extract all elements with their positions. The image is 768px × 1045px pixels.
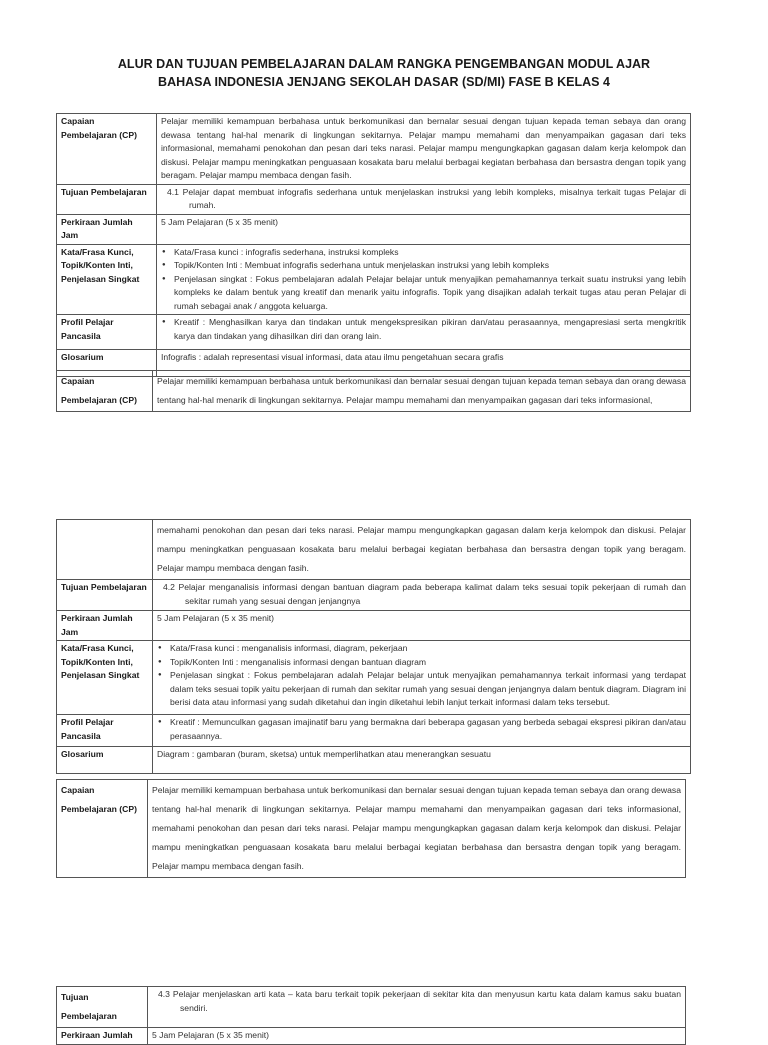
label-tp-line-1: Tujuan (61, 992, 89, 1002)
list-item: ● Kreatif : Menghasilkan karya dan tindakan untuk mengekspresikan pikiran dan/atau perasaannya, mengapresiasi serta mengkritik karya dan tindakan yang dihasilkan diri dan orang lain. (161, 316, 686, 343)
label-jam: Perkiraan Jumlah (57, 1028, 148, 1045)
list-item: ● Topik/Konten Inti : Membuat infografis sederhana untuk menjelaskan instruksi yang lebih kompleks (161, 259, 686, 273)
label-glos: Glosarium (57, 350, 157, 377)
value-jam: 5 Jam Pelajaran (5 x 35 menit) (148, 1028, 686, 1045)
value-jam: 5 Jam Pelajaran (5 x 35 menit) (153, 611, 691, 641)
list-item: ● Kata/Frasa kunci : infografis sederhana, instruksi kompleks (161, 246, 686, 260)
learning-table-4-1 (56, 113, 691, 377)
row-profil (57, 315, 691, 350)
row-tp (57, 580, 691, 611)
label-jam (57, 611, 153, 641)
label-kata: Kata/Frasa Kunci, Topik/Konten Inti, Penjelasan Singkat (57, 641, 153, 715)
row-cp (57, 114, 691, 185)
label-profil (57, 715, 153, 747)
value-cp: Pelajar memiliki kemampuan berbahasa untuk berkomunikasi dan bernalar sesuai dengan tujuan kepada teman sebaya dan orang dewasa tentang hal-hal menarik di lingkungan sekitarnya. Pelajar mampu memahami dan menyampaikan gagasan dari teks informasional, (153, 371, 691, 412)
label-empty (57, 520, 153, 580)
kata-list (157, 642, 686, 710)
label-jam: Perkiraan Jumlah Jam (57, 214, 157, 244)
row-jam (57, 611, 691, 641)
list-item: ● Kata/Frasa kunci : menganalisis informasi, diagram, pekerjaan (157, 642, 686, 656)
label-cp-line-2: Pembelajaran (CP) (61, 395, 137, 405)
row-cp (57, 780, 686, 878)
label-profil: Profil Pelajar Pancasila (57, 315, 157, 350)
row-jam (57, 1028, 686, 1045)
row-profil (57, 715, 691, 747)
row-cp-cont (57, 520, 691, 580)
label-profil-line-2: Pancasila (61, 730, 101, 741)
label-cp (57, 780, 148, 878)
row-cp (57, 371, 691, 412)
title-line-1: ALUR DAN TUJUAN PEMBELAJARAN DALAM RANGKA PENGEMBANGAN MODUL AJAR (117, 57, 651, 71)
label-jam-line-2: Jam (61, 626, 79, 637)
row-tp (57, 987, 686, 1028)
learning-table-4-2 (56, 519, 691, 774)
label-tp: Tujuan Pembelajaran (57, 184, 157, 214)
label-glos: Glosarium (57, 747, 153, 774)
label-tp (57, 987, 148, 1028)
learning-table-4-3 (56, 986, 686, 1045)
value-jam: 5 Jam Pelajaran (5 x 35 menit) (157, 214, 691, 244)
row-glos (57, 747, 691, 774)
value-glos: Infografis : adalah representasi visual informasi, data atau ilmu pengetahuan secara grafis (157, 350, 691, 377)
document-title (0, 55, 768, 91)
label-jam-line-1: Perkiraan Jumlah (61, 613, 133, 623)
list-item: ● Topik/Konten Inti : menganalisis informasi dengan bantuan diagram (157, 656, 686, 670)
label-tp: Tujuan Pembelajaran (57, 580, 153, 611)
label-cp (57, 371, 153, 412)
row-tp (57, 184, 691, 214)
kata-list (161, 246, 686, 314)
value-tp: 4.2 Pelajar menganalisis informasi dengan bantuan diagram pada beberapa kalimat dalam teks sesuai topik pekerjaan di rumah dan sekitar rumah yang sesuai dengan jenjangnya (163, 582, 686, 606)
label-cp-line-1: Capaian (61, 376, 95, 386)
title-line-2: BAHASA INDONESIA JENJANG SEKOLAH DASAR (SD/MI) FASE B KELAS 4 (158, 75, 610, 89)
value-tp: 4.3 Pelajar menjelaskan arti kata – kata baru terkait topik pekerjaan di sekitar kita dan menyusun kartu kata dalam kamus saku buatan sendiri. (158, 989, 681, 1013)
value-cp: Pelajar memiliki kemampuan berbahasa untuk berkomunikasi dan bernalar sesuai dengan tujuan kepada teman sebaya dan orang dewasa tentang hal-hal menarik di lingkungan sekitarnya. Pelajar mampu memahami dan menyampaikan gagasan dari teks informasional, memahami penokohan dan pesan dari teks narasi. Pelajar mampu mengungkapkan gagasan dalam kerja kelompok dan diskusi. Pelajar mampu meningkatkan penguasaan kosakata baru melalui berbagai kegiatan berbahasa dan bersastra dengan topik yang beragam. Pelajar mampu membaca dengan fasih. (148, 780, 686, 878)
label-kata: Kata/Frasa Kunci, Topik/Konten Inti, Penjelasan Singkat (57, 244, 157, 315)
row-jam (57, 214, 691, 244)
cp-table-partial (56, 370, 691, 412)
cp-table (56, 779, 686, 878)
list-item: ● Penjelasan singkat : Fokus pembelajaran adalah Pelajar belajar untuk menyajikan pemahamannya terkait informasi yang terdapat dalam teks sesuai topik yaitu pekerjaan di rumah dan sekitar rumah yang sesuai dengan jenjangnya dalam bentuk diagram. Diagram ini berisi data atau informasi yang sudah diketahui dan ingin diketahui lebih lanjut terkait informasi dalam teks tersebut. (157, 669, 686, 710)
value-cp: Pelajar memiliki kemampuan berbahasa untuk berkomunikasi dan bernalar sesuai dengan tujuan kepada teman sebaya dan orang dewasa tentang hal-hal menarik di lingkungan sekitarnya. Pelajar mampu memahami dan menyampaikan gagasan dari teks informasional, memahami penokohan dan pesan dari teks narasi. Pelajar mampu mengungkapkan gagasan dalam kerja kelompok dan diskusi. Pelajar mampu meningkatkan penguasaan kosakata baru melalui berbagai kegiatan berbahasa dan bersastra dengan topik yang beragam. Pelajar mampu membaca dengan fasih. (157, 114, 691, 185)
value-cp-cont: memahami penokohan dan pesan dari teks narasi. Pelajar mampu mengungkapkan gagasan dalam kerja kelompok dan diskusi. Pelajar mampu meningkatkan penguasaan kosakata baru melalui berbagai kegiatan berbahasa dan bersastra dengan topik yang beragam. Pelajar mampu membaca dengan fasih. (153, 520, 691, 580)
label-profil-line-1: Profil Pelajar (61, 717, 114, 727)
row-kata (57, 641, 691, 715)
label-tp-line-2: Pembelajaran (61, 1011, 117, 1021)
label-cp: Capaian Pembelajaran (CP) (57, 114, 157, 185)
row-kata (57, 244, 691, 315)
list-item: ● Kreatif : Memunculkan gagasan imajinatif baru yang bermakna dari beberapa gagasan yang berbeda sebagai ekspresi pikiran dan/atau perasaannya. (157, 716, 686, 743)
value-tp: 4.1 Pelajar dapat membuat infografis sederhana untuk menjelaskan instruksi yang lebih kompleks, misalnya terkait tugas Pelajar di rumah. (167, 186, 686, 210)
value-glos: Diagram : gambaran (buram, sketsa) untuk memperlihatkan atau menerangkan sesuatu (153, 747, 691, 774)
label-cp-line-2: Pembelajaran (CP) (61, 804, 137, 814)
list-item: ● Penjelasan singkat : Fokus pembelajaran adalah Pelajar belajar untuk menyajikan pemahamannya terkait suatu instruksi yang lebih kompleks ke dalam bentuk yang kreatif dan menarik yaitu infografis. Topik yang disajikan adalah terkait tugas atau peran Pelajar di rumah sebagai anak / anggota keluarga. (161, 273, 686, 314)
label-cp-line-1: Capaian (61, 785, 95, 795)
